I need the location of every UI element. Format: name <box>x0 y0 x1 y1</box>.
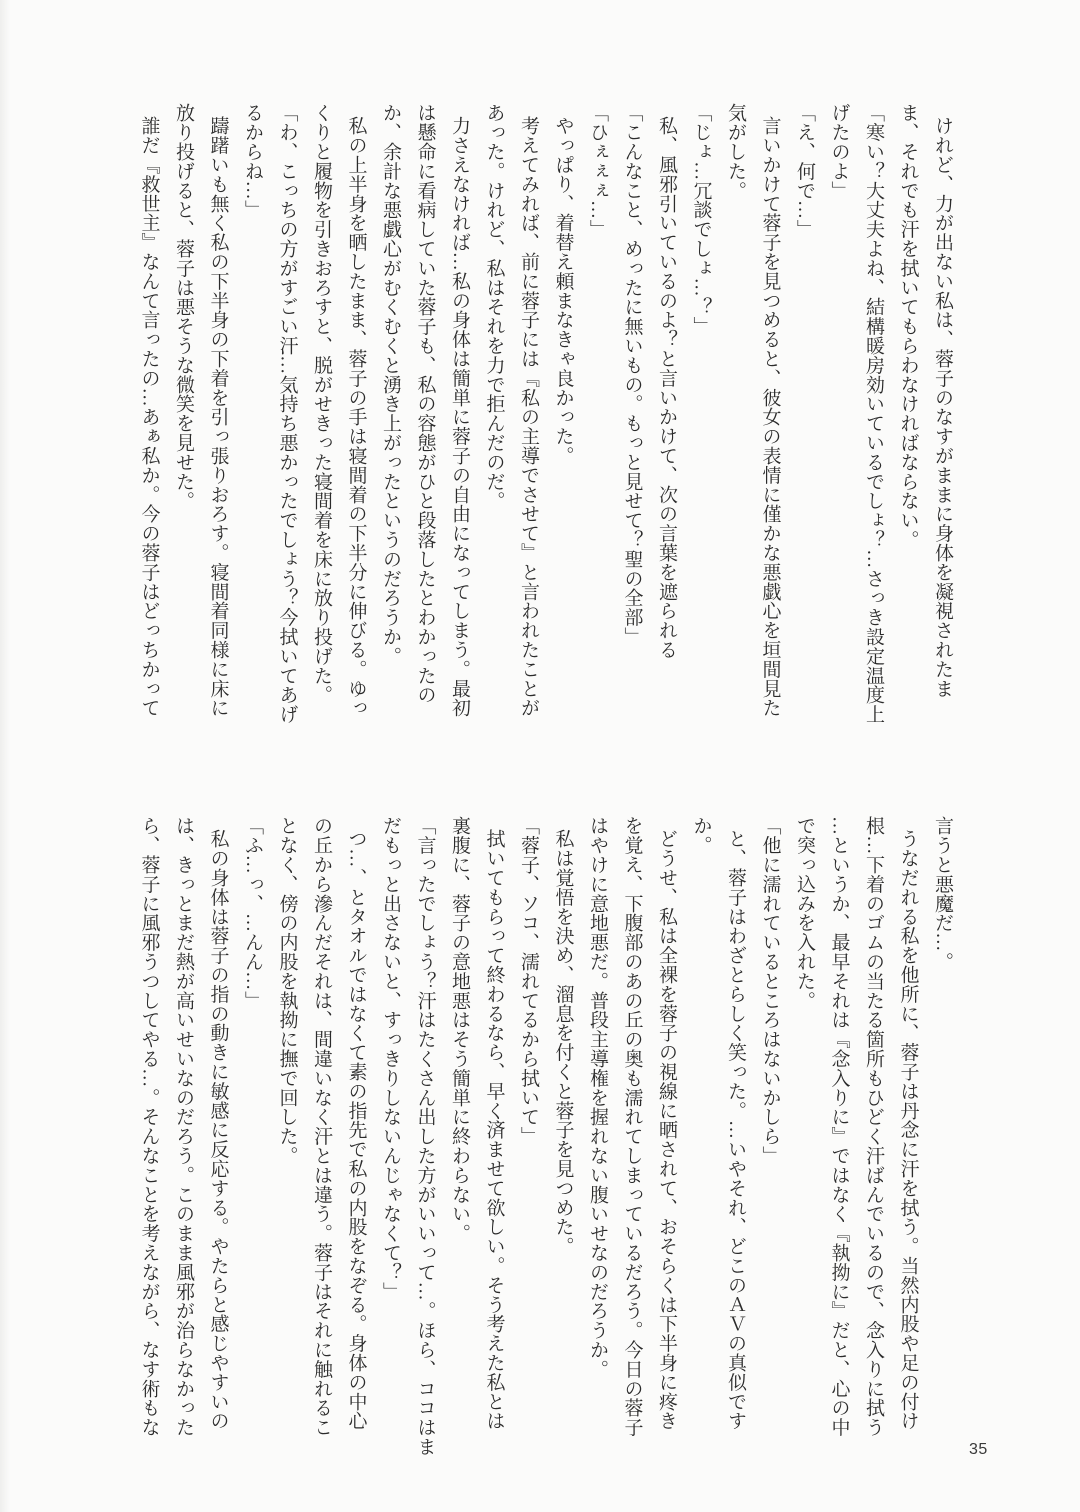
text-column: ら、蓉子に風邪うつしてやる…。そんなことを考えながら、なす術もな <box>138 816 160 1437</box>
text-column: どうせ、私は全裸を蓉子の視線に晒されて、おそらくは下半身に疼き <box>656 829 677 1431</box>
scan-edge-shadow <box>0 0 10 1512</box>
text-column: …というか、最早それは『念入りに』ではなく『執拗に』だと、心の中 <box>828 816 850 1437</box>
text-column: は、きっとまだ熱が高いせいなのだろう。このまま風邪が治らなかった <box>173 816 194 1437</box>
text-column: うなだれる私を他所に、蓉子は丹念に汗を拭う。当然内股や足の付け <box>897 829 919 1431</box>
text-column: は懸命に看病していた蓉子も、私の容態がひと段落したとわかったの <box>414 103 436 705</box>
text-column: 言いかけて蓉子を見つめると、彼女の表情に僅かな悪戯心を垣間見た <box>759 116 781 718</box>
text-column: あった。けれど、私はそれを力で拒んだのだ。 <box>483 103 505 511</box>
page-number: 35 <box>969 1441 988 1458</box>
text-column: の丘から滲んだそれは、間違いなく汗とは違う。蓉子はそれに触れるこ <box>311 816 332 1437</box>
text-column: だもっと出さないと、すっきりしないんじゃなくて？」 <box>380 816 401 1301</box>
text-column: 私、風邪引いているのよ？と言いかけて、次の言葉を遮られる <box>656 116 677 660</box>
text-column: 力さえなければ…私の身体は簡単に蓉子の自由になってしまう。最初 <box>449 116 470 718</box>
text-column: と、蓉子はわざとらしく笑った。…いやそれ、どこのＡＶの真似です <box>725 829 746 1431</box>
text-column: 「じょ…冗談でしょ…？」 <box>690 103 712 336</box>
text-column: けれど、力が出ない私は、蓉子のなすがままに身体を凝視されたま <box>932 116 953 699</box>
text-column: 「他に濡れているところはないかしら」 <box>759 816 781 1166</box>
text-column: 放り投げると、蓉子は悪そうな微笑を見せた。 <box>173 103 194 511</box>
text-column: ま、それでも汗を拭いてもらわなければならない。 <box>897 103 919 550</box>
text-column: 私の上半身を晒したまま、蓉子の手は寝間着の下半分に伸びる。ゆっ <box>345 116 367 718</box>
text-column: くりと履物を引きおろすと、脱がせきった寝間着を床に放り投げた。 <box>311 103 332 705</box>
text-column: 躊躇いも無く私の下半身の下着を引っ張りおろす。寝間着同様に床に <box>207 116 229 718</box>
text-block-top <box>131 103 959 724</box>
text-column: 裏腹に、蓉子の意地悪はそう簡単に終わらない。 <box>449 816 470 1243</box>
text-column: 考えてみれば、前に蓉子には『私の主導でさせて』と言われたことが <box>518 116 539 718</box>
text-column: るからね…」 <box>242 103 263 220</box>
text-column: か、余計な悪戯心がむくむくと湧き上がったというのだろうか。 <box>380 103 401 666</box>
text-column: 「わ、こっちの方がすごい汗…気持ち悪かったでしょう？今拭いてあげ <box>276 103 298 724</box>
text-column: げたのよ」 <box>828 103 850 200</box>
text-column: 根…下着のゴムの当たる箇所もひどく汗ばんでいるので、念入りに拭う <box>863 816 884 1437</box>
text-block-bottom <box>131 816 959 1457</box>
text-column: を覚え、下腹部のあの丘の奥も濡れてしまっているだろう。今日の蓉子 <box>621 816 643 1437</box>
text-column: 言うと悪魔だ…。 <box>932 816 953 972</box>
text-column: 私は覚悟を決め、溜息を付くと蓉子を見つめた。 <box>552 829 574 1257</box>
text-column: やっぱり、着替え頼まなきゃ良かった。 <box>552 116 574 466</box>
text-column: か。 <box>690 816 712 855</box>
text-column: 「ひぇぇぇ…」 <box>587 103 608 239</box>
text-column: 気がした。 <box>725 103 746 200</box>
text-column: つ…、とタオルではなくて素の指先で私の内股をなぞる。身体の中心 <box>345 829 367 1431</box>
text-column: 「蓉子、ソコ、濡れてるから拭いて」 <box>518 816 539 1146</box>
text-column: となく、傍の内股を執拗に撫で回した。 <box>276 816 298 1166</box>
text-column: 誰だ『救世主』なんて言ったの…あぁ私か。今の蓉子はどっちかって <box>138 116 160 718</box>
text-column: はやけに意地悪だ。普段主導権を握れない腹いせなのだろうか。 <box>587 816 608 1379</box>
text-column: 「寒い？大丈夫よね、結構暖房効いているでしょ？…さっき設定温度上 <box>863 103 884 724</box>
text-column: 「言ったでしょう？汗はたくさん出した方がいいって…。ほら、ココはま <box>414 816 436 1457</box>
text-column: 私の身体は蓉子の指の動きに敏感に反応する。やたらと感じやすいの <box>207 829 229 1431</box>
text-column: 「え、何で…」 <box>794 103 815 239</box>
text-column: 「ふ…っ、…んん…」 <box>242 816 263 1010</box>
text-column: で突っ込みを入れた。 <box>794 816 815 1010</box>
text-column: 拭いてもらって終わるなら、早く済ませて欲しい。そう考えた私とは <box>483 829 505 1431</box>
text-column: 「こんなこと、めったに無いもの。もっと見せて？聖の全部」 <box>621 103 643 647</box>
